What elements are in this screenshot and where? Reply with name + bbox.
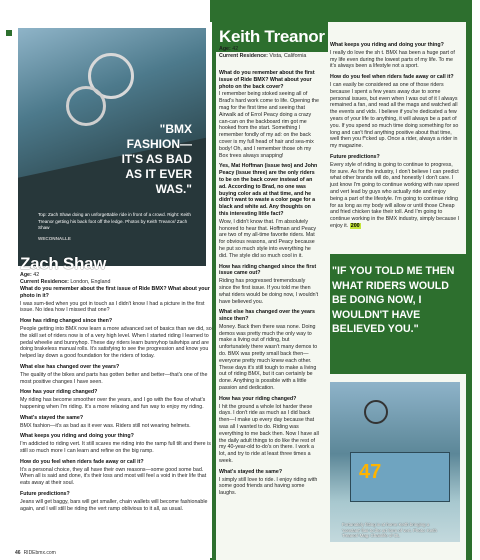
qa-item: How has riding changed since then? People getting into BMX now learn a more advanced set of basics than we did, so the skill set of riders now is of a very high level. When I started riding I learned to pedal wheelie and bunnyhop. These day riders learn bunnyhop tailwhips and are doing brakeless manual rolls. It's satisfying to see the progression and know you helped lay down a good foundation for the riders of today. — [20, 318, 212, 360]
residence-label: Current Residence: — [219, 53, 268, 59]
interview-right — [330, 42, 460, 234]
qa-item: What else has changed over the years? The quality of the bikes and parts has gotten better and better—that's one of the most positive changes I have seen. — [20, 363, 208, 385]
page-marker — [6, 30, 12, 36]
qa-item: What's stayed the same? BMX fashion—it's as bad as it ever was. Riders still not wearing helmets. — [20, 414, 191, 429]
age-label: Age: — [20, 272, 32, 278]
qa-item: What keeps you riding and doing your thing? I'm addicted to riding vert. It still scares me riding into the ramp full tilt and there is still so much more I can learn and refine on the big ramp. — [20, 433, 211, 454]
end-mark: 200 — [350, 222, 360, 229]
bike-wheel-shape — [364, 400, 388, 424]
caption-left — [38, 212, 198, 242]
age-value: 42 — [232, 46, 239, 52]
rider-name-left: Zach Shaw — [20, 254, 107, 273]
residence-label: Current Residence: — [20, 279, 69, 285]
age-label: Age: — [219, 46, 231, 52]
qa-item: What do you remember about the first issue of Ride BMX? What about your photo in it? I was sum-tied when you got in touch as I didn't know I had a picture in the first issue. No idea how I missed that one? — [20, 286, 210, 314]
qa-item: How has your riding changed? I hit the ground a whole lot harder these days. I don't ride as much as I did back then—I make up every day because that was all I wanted to do. Riding was everything to me back then. Now I have all the daily adult things to do like the rest of my 40-year-old to-do's on there. I work a lot, and try to ride at least three times a week. — [219, 395, 319, 465]
qa-item: Future predictions? Jeans will get baggy, bars will get smaller, chain wallets will become fashionable again, and I will still be riding the vert ramp oblivious to it all, as usual. — [20, 490, 208, 512]
residence-value: London, England — [70, 279, 111, 285]
interview-left — [20, 286, 212, 516]
qa-item: How do you feel when riders fade away or call it? It's a personal choice, they all have their own reasons—some good some bad. When all is said and done, it's their loss and most will feel a void in their life that eats away at their soul. — [20, 458, 207, 487]
age-value: 42 — [33, 272, 40, 278]
caption-left-text: Top: Zach Shaw doing an unforgettable ride in front of a crowd. Right: Keith Treanor getting his back foot off the ledge. Photos by Keith Treanor/ Zach Shaw — [38, 212, 191, 230]
ramp-label: 47 — [359, 461, 382, 483]
site-url: RIDEbmx.com — [23, 550, 56, 556]
page-footer — [15, 550, 56, 556]
qa-item: How do you feel when riders fade away or call it? I can easily be considered as one of those riders because I spent a few years away due to some personal issues, but even when I was out of it I always remained a fan, and read all the mags and watched all the events and vids. I believe if you're dedicated a few years of your life to anything, it will always be a part of you. If you spend so much time doing something for so long and can't find anything positive about that time, well then you f*cked up. Once a rider, always a rider in my magazine. — [330, 74, 459, 150]
left-photo — [18, 28, 206, 266]
right-photo — [330, 382, 460, 542]
rider-name-right: Keith Treanor — [219, 27, 325, 46]
bike-wheel-shape — [66, 86, 106, 126]
ramp-shape — [350, 452, 450, 502]
qa-item: What do you remember about the first issue of Ride BMX? What about your photo on the back cover? I remember being stoked seeing all of Brad's hard work come to life. Opening the mag for the first time and seeing that Airwalk ad of Errol Peacy doing a crazy can-can on the backboard rim got me hooked from the start. Something I remember fondly of my ad: on the back cover is my full head of hair and sea-mix body! Oh, and I remember those oh my Box trees always snapping! — [219, 70, 319, 159]
qa-item: What keeps you riding and doing your thing? I really do love the sh t. BMX has been a huge part of my life even during the lowest parts of my life. To me it's always been a lifestyle not a sport. — [330, 42, 455, 70]
rider-meta-left — [20, 272, 110, 286]
pull-quote-right: "IF YOU TOLD ME THEN WHAT RIDERS WOULD BE DOING NOW, I WOULDN'T HAVE BELIEVED YOU." — [332, 265, 455, 336]
qa-item: Yes, Mat Hoffman (issue two) and John Peacy (issue three) are the only riders to be on the back cover instead of an ad. According to Brad, no one was buying color ads at that time, and he didn't want to waste a color page for a black and white ad. Any thoughts on this interesting little fact? Wow, I didn't know that. I'm absolutely honored to hear that. Hoffman and Peacy are two of my all-time favorite riders. Mat for obvious reasons, and Peacy because he put so much style into everything he did. The style did so much cool in it. — [219, 163, 318, 259]
page-number: 46 — [15, 550, 21, 556]
qa-item: How has your riding changed? My riding has become smoother over the years, and I go with the flow of what's happening when I'm riding. It's a more relaxing and fun way to enjoy my riding. — [20, 389, 206, 410]
qa-item: What else has changed over the years since then? Money. Back then there was none. Doing demos was pretty much the only way to make a living out of riding, but unfortunately there wasn't many demos to do. BMX was pretty small back then—everyone pretty much knew each other. These days it's still tough to make a living out of riding BMX, but it can certainly be done. Anything is possible with a little passion and dedication. — [219, 309, 318, 392]
caption-left-brand: WECONNALLE — [38, 235, 71, 241]
pull-quote-left: "BMX FASHION— IT'S AS BAD AS IT EVER WAS." — [121, 122, 192, 196]
qa-item: What's stayed the same? I simply still love to ride. I enjoy riding with some good friends and having some laughs. — [219, 468, 318, 497]
qa-item: How has riding changed since the first issue came out? Riding has progressed tremendously since the first issue. If you told me then what riders would be doing now, I wouldn't have believed you. — [219, 263, 319, 305]
rider-meta-right — [219, 46, 306, 60]
residence-value: Vista, California — [269, 53, 307, 59]
qa-item: Future predictions? Every style of riding is going to continue to progress, for sure. As for the industry, I don't believe I can predict what other brands will do, and honestly I don't care. I just know I'm going to continue working with raw speed and vert lead by guys who actually ride and enjoy being a part of the lifestyle. I'm going to continue riding for as long as my body will allow or until those Cheap and fried chicken take their toll. And I'm going to continue working in the BMX industry, simply because I enjoy it. 200 — [330, 153, 460, 229]
caption-right: Fortunately fitting in at home Keith bringing a 'constant' flair to the art form of vert. Photo: Keith Treanor/ Mag: Chainlife of OL — [342, 522, 437, 539]
interview-middle — [219, 70, 319, 501]
